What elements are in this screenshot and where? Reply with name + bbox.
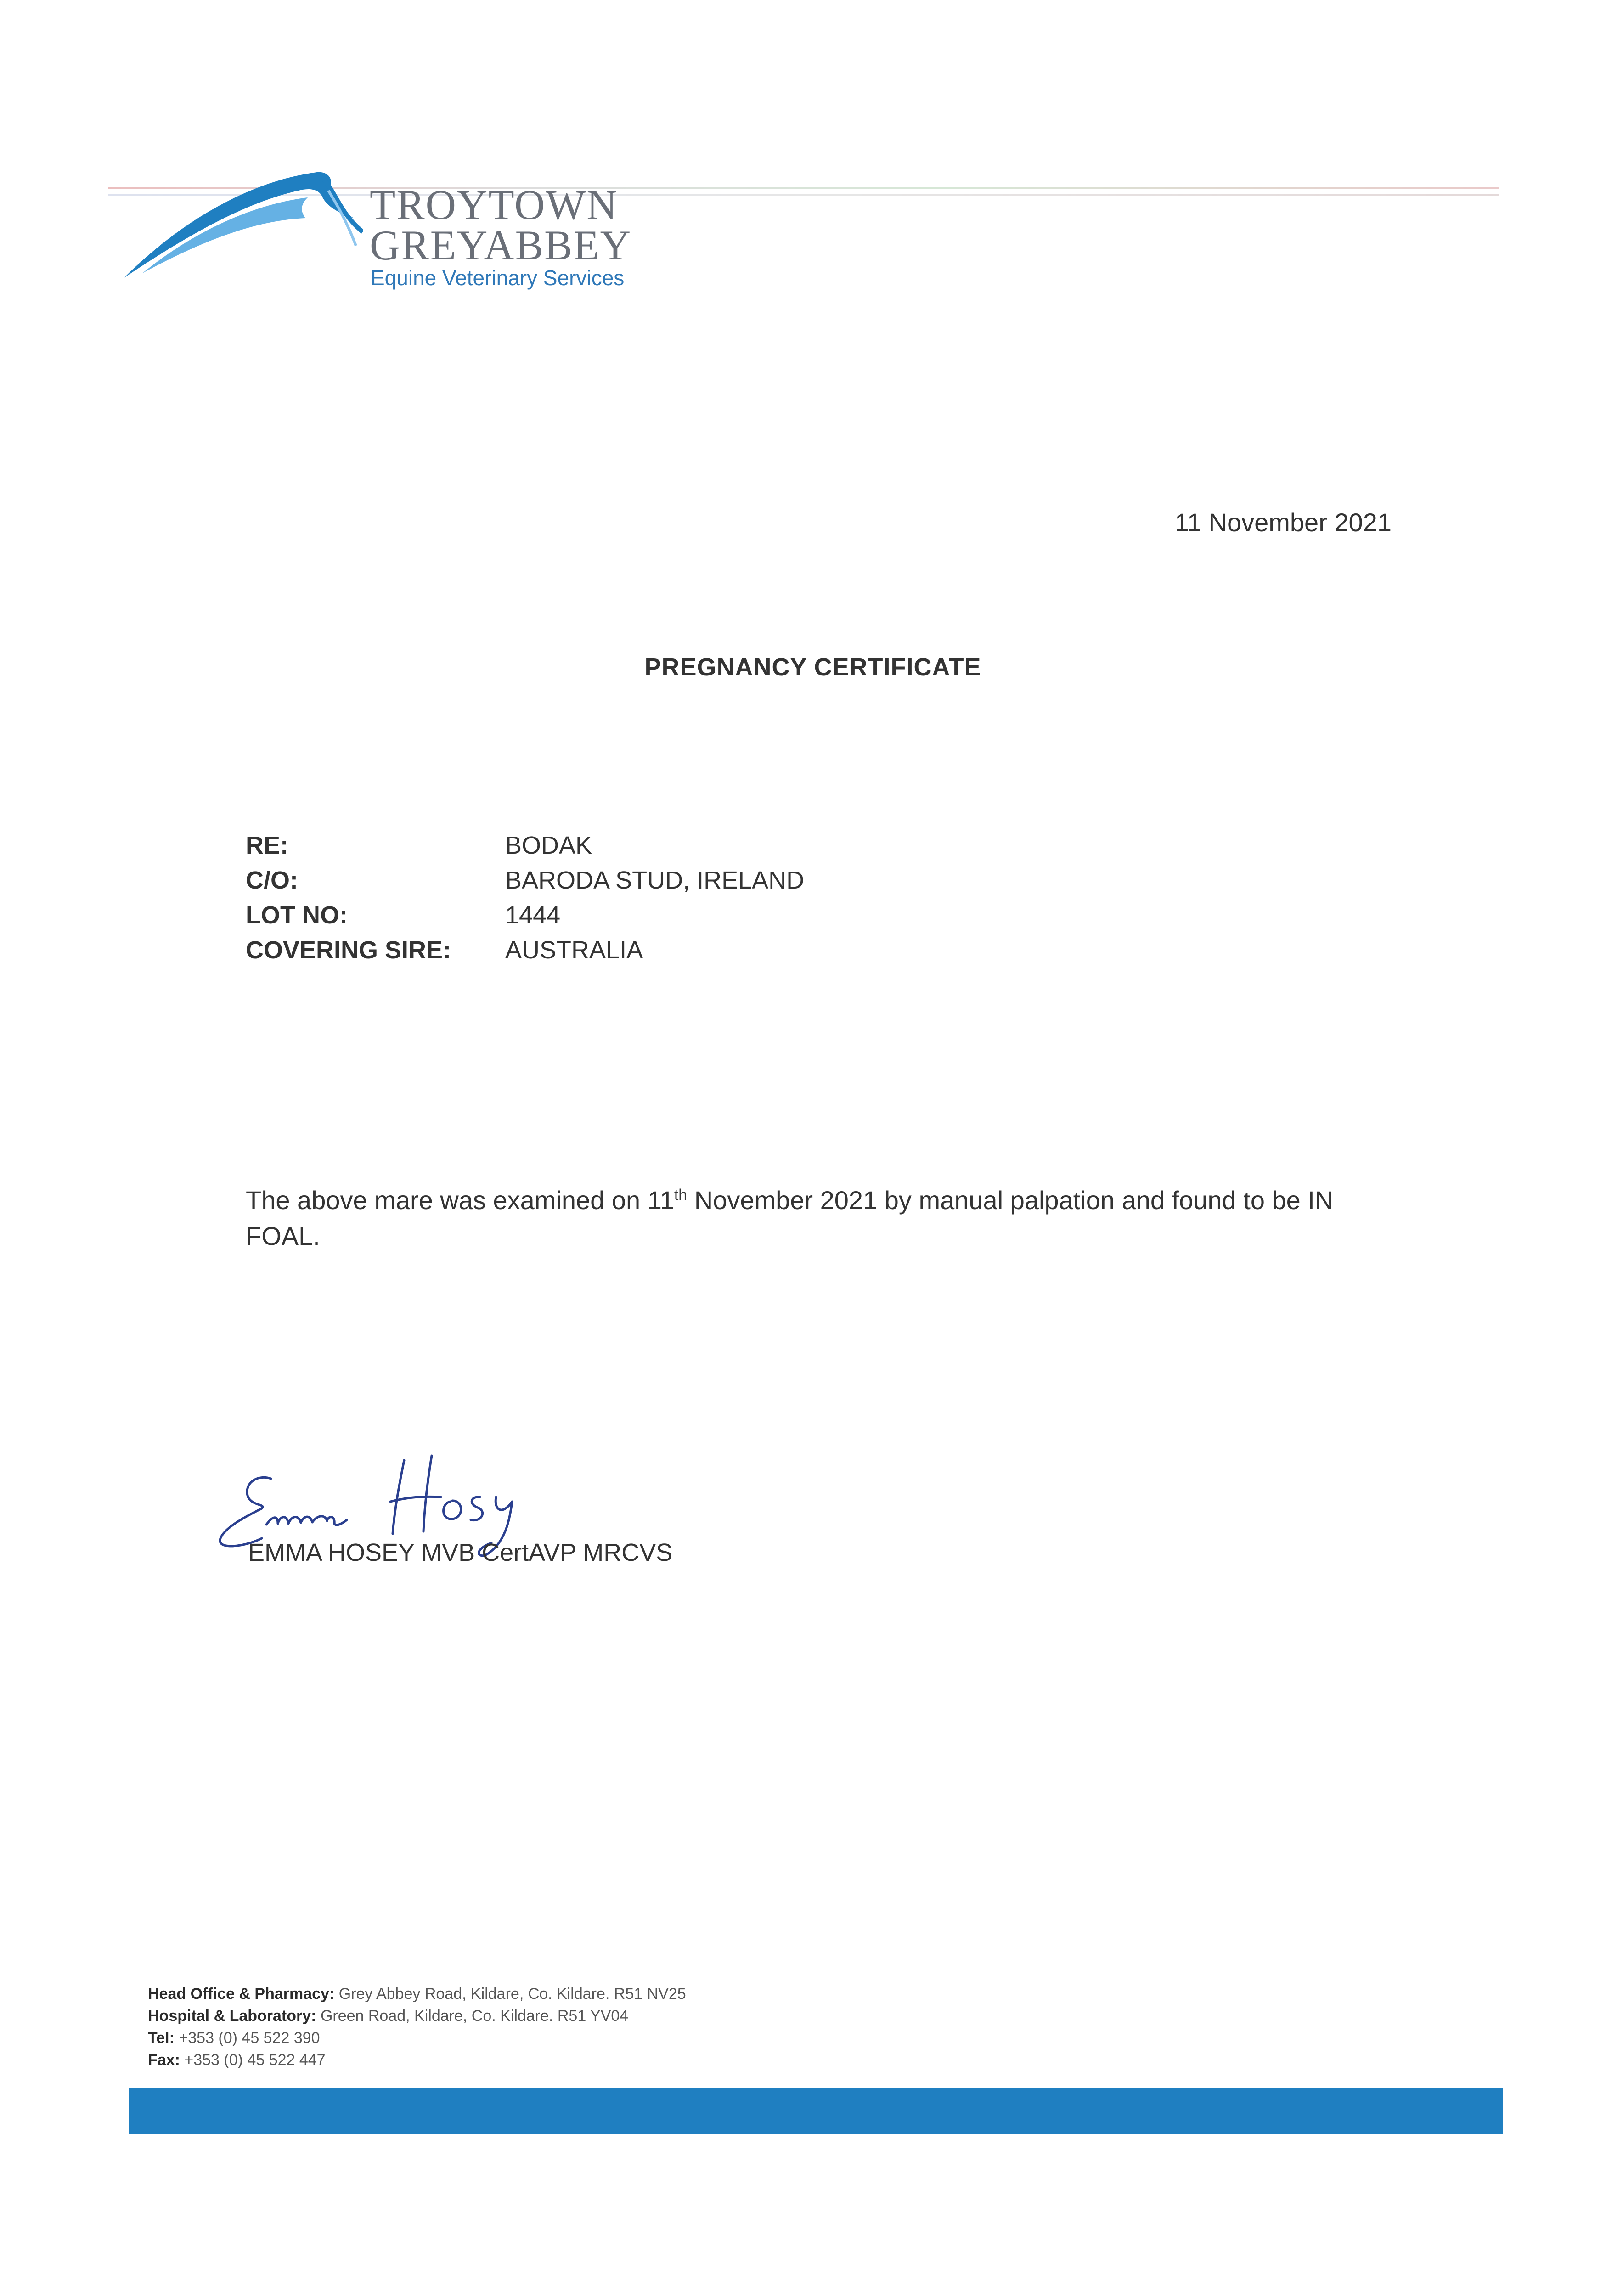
logo-line-greyabbey: GREYABBEY	[370, 222, 632, 269]
footer-label: Tel:	[148, 2029, 175, 2047]
footer-contact	[148, 1983, 1158, 2071]
footer-value: +353 (0) 45 522 447	[184, 2051, 326, 2069]
examination-statement	[246, 1182, 1403, 1254]
detail-row-lot-no	[246, 901, 1256, 936]
footer-row-head-office	[148, 1983, 1158, 2005]
footer-label: Head Office & Pharmacy:	[148, 1985, 335, 2003]
footer-row-fax	[148, 2049, 1158, 2071]
signatory-name: EMMA HOSEY MVB CertAVP MRCVS	[248, 1539, 673, 1566]
logo-tagline: Equine Veterinary Services	[371, 266, 625, 290]
footer-label: Fax:	[148, 2051, 180, 2069]
statement-ordinal-suffix: th	[674, 1186, 688, 1204]
detail-row-covering-sire	[246, 936, 1256, 971]
detail-value: BARODA STUD, IRELAND	[505, 867, 805, 894]
statement-part-1: The above mare was examined on 11	[246, 1186, 674, 1215]
footer-row-tel	[148, 2027, 1158, 2049]
detail-value: AUSTRALIA	[505, 936, 643, 964]
footer-row-hospital	[148, 2005, 1158, 2027]
detail-value: BODAK	[505, 832, 592, 859]
detail-label: LOT NO:	[246, 901, 348, 929]
detail-row-re	[246, 831, 1256, 866]
details-table	[246, 831, 1256, 971]
footer-value: Green Road, Kildare, Co. Kildare. R51 YV04	[320, 2007, 629, 2025]
footer-color-bar	[129, 2088, 1503, 2134]
footer-value: Grey Abbey Road, Kildare, Co. Kildare. R51 NV25	[338, 1985, 686, 2003]
statement-part-2: November 2021 by manual palpation and found to be IN FOAL.	[246, 1186, 1334, 1250]
detail-row-co	[246, 866, 1256, 901]
detail-label: RE:	[246, 832, 288, 859]
horse-head-swoosh-icon	[124, 163, 363, 282]
company-logo	[370, 181, 783, 294]
detail-value: 1444	[505, 901, 561, 929]
document-title: PREGNANCY CERTIFICATE	[644, 653, 981, 681]
footer-value: +353 (0) 45 522 390	[179, 2029, 320, 2047]
document-date: 11 November 2021	[1174, 508, 1392, 537]
logo-line-troytown: TROYTOWN	[370, 181, 618, 228]
detail-label: COVERING SIRE:	[246, 936, 451, 964]
footer-label: Hospital & Laboratory:	[148, 2007, 316, 2025]
detail-label: C/O:	[246, 867, 298, 894]
